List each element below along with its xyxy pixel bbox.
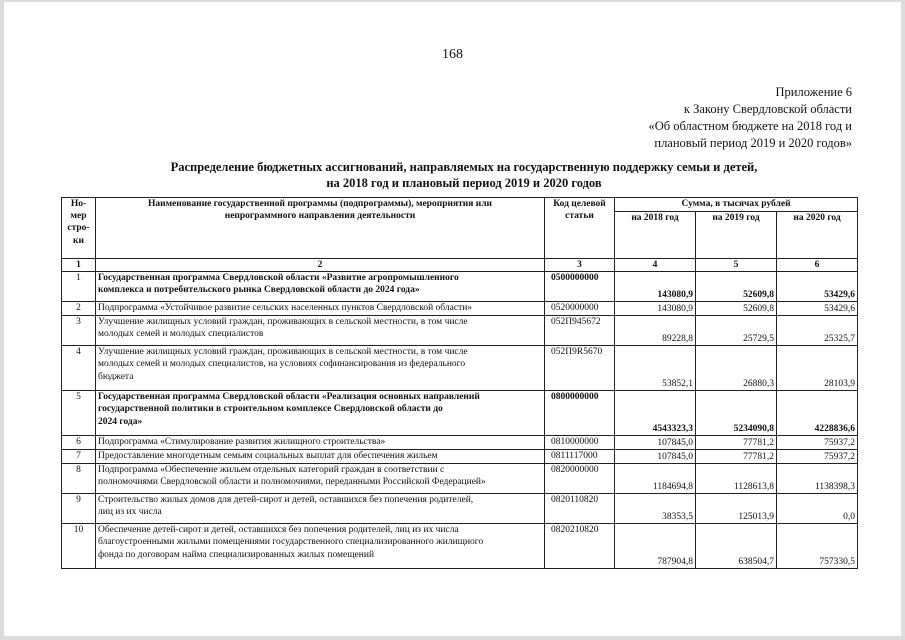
row-value-2019-cell: 77781,2 [696, 450, 777, 464]
row-number-cell: 10 [62, 524, 96, 569]
table-row [62, 302, 858, 316]
title-line-1: Распределение бюджетных ассигнований, направляемых на государственную поддержку семьи и детей, [170, 160, 758, 174]
row-value-2020-cell: 53429,6 [777, 302, 858, 316]
appendix-line-1: Приложение 6 [775, 85, 852, 99]
row-value-2019-cell: 52609,8 [696, 272, 777, 302]
row-value-2018-cell: 89228,8 [615, 316, 696, 346]
row-code-cell: 0820110820 [545, 494, 615, 524]
row-value-2019-cell: 77781,2 [696, 436, 777, 450]
header-code: Код целевой статьи [545, 198, 615, 259]
row-value-2018-cell: 107845,0 [615, 436, 696, 450]
row-value-2019-cell: 25729,5 [696, 316, 777, 346]
row-value-2019-cell: 5234090,8 [696, 391, 777, 436]
row-value-2020-cell: 53429,6 [777, 272, 858, 302]
header-name: Наименование государственной программы (подпрограммы), мероприятия или непрограммного направления деятельности [96, 198, 545, 259]
table-row [62, 391, 858, 436]
row-number-cell: 3 [62, 316, 96, 346]
header-row-1 [62, 198, 858, 212]
row-value-2018-cell: 1184694,8 [615, 464, 696, 494]
row-value-2020-cell: 75937,2 [777, 436, 858, 450]
appendix-header [648, 84, 852, 152]
row-number-cell: 1 [62, 272, 96, 302]
row-name-cell: Обеспечение детей-сирот и детей, оставшихся без попечения родителей, лиц из их числа благоустроенными жилыми помещениями государственного специализированного жилищного фонда по договорам найма специализированных жилых помещений [96, 524, 545, 569]
row-name-cell: Улучшение жилищных условий граждан, проживающих в сельской местности, в том числе молодых семей и молодых специалистов, на условиях софинансирования из федерального бюджета [96, 346, 545, 391]
appendix-line-2: к Закону Свердловской области [683, 102, 852, 116]
row-value-2019-cell: 638504,7 [696, 524, 777, 569]
row-number-cell: 8 [62, 464, 96, 494]
row-name-cell: Подпрограмма «Обеспечение жильем отдельных категорий граждан в соответствии с полномочиями Свердловской области и полномочиями, переданными Российской Федерацией» [96, 464, 545, 494]
table-row [62, 316, 858, 346]
budget-table [61, 197, 858, 569]
column-number: 3 [545, 259, 615, 272]
row-code-cell: 0820000000 [545, 464, 615, 494]
row-name-cell: Строительство жилых домов для детей-сирот и детей, оставшихся без попечения родителей, лиц из их числа [96, 494, 545, 524]
table-row [62, 272, 858, 302]
row-number-cell: 7 [62, 450, 96, 464]
column-number: 4 [615, 259, 696, 272]
table-row [62, 524, 858, 569]
row-value-2020-cell: 4228836,6 [777, 391, 858, 436]
row-name-cell: Подпрограмма «Устойчивое развитие сельских населенных пунктов Свердловской области» [96, 302, 545, 316]
column-number: 6 [777, 259, 858, 272]
row-value-2020-cell: 28103,9 [777, 346, 858, 391]
row-name-cell: Государственная программа Свердловской области «Реализация основных направлений государственной политики в строительном комплексе Свердловской области до 2024 года» [96, 391, 545, 436]
header-sum: Сумма, в тысячах рублей [615, 198, 858, 212]
row-value-2018-cell: 787904,8 [615, 524, 696, 569]
row-number-cell: 4 [62, 346, 96, 391]
header-year-2018: на 2018 год [615, 212, 696, 259]
row-value-2018-cell: 143080,9 [615, 272, 696, 302]
row-value-2019-cell: 26880,3 [696, 346, 777, 391]
title-line-2: на 2018 год и плановый период 2019 и 2020 годов [326, 176, 602, 190]
document-page [4, 2, 901, 636]
header-year-2019: на 2019 год [696, 212, 777, 259]
row-value-2018-cell: 107845,0 [615, 450, 696, 464]
row-value-2020-cell: 0,0 [777, 494, 858, 524]
document-title [154, 159, 774, 191]
row-code-cell: 052П945672 [545, 316, 615, 346]
row-code-cell: 0811117000 [545, 450, 615, 464]
row-value-2019-cell: 52609,8 [696, 302, 777, 316]
row-name-cell: Улучшение жилищных условий граждан, проживающих в сельской местности, в том числе молодых семей и молодых специалистов [96, 316, 545, 346]
row-value-2020-cell: 1138398,3 [777, 464, 858, 494]
table-row [62, 346, 858, 391]
row-number-cell: 2 [62, 302, 96, 316]
column-number-row [62, 259, 858, 272]
row-value-2018-cell: 4543323,3 [615, 391, 696, 436]
row-value-2019-cell: 1128613,8 [696, 464, 777, 494]
row-name-cell: Предоставление многодетным семьям социальных выплат для обеспечения жильем [96, 450, 545, 464]
row-number-cell: 5 [62, 391, 96, 436]
row-name-cell: Государственная программа Свердловской области «Развитие агропромышленного комплекса и потребительского рынка Свердловской области до 2024 года» [96, 272, 545, 302]
row-code-cell: 0810000000 [545, 436, 615, 450]
row-code-cell: 0820210820 [545, 524, 615, 569]
row-value-2020-cell: 757330,5 [777, 524, 858, 569]
header-year-2020: на 2020 год [777, 212, 858, 259]
row-value-2018-cell: 143080,9 [615, 302, 696, 316]
row-number-cell: 6 [62, 436, 96, 450]
table-row [62, 464, 858, 494]
appendix-line-3: «Об областном бюджете на 2018 год и [648, 119, 852, 133]
table-row [62, 436, 858, 450]
table-row [62, 494, 858, 524]
row-value-2018-cell: 53852,1 [615, 346, 696, 391]
appendix-line-4: плановый период 2019 и 2020 годов» [654, 136, 852, 150]
row-value-2020-cell: 75937,2 [777, 450, 858, 464]
row-code-cell: 0500000000 [545, 272, 615, 302]
page-number: 168 [442, 47, 463, 62]
column-number: 1 [62, 259, 96, 272]
row-code-cell: 0520000000 [545, 302, 615, 316]
header-row-number: Но- мер стро- ки [62, 198, 96, 259]
row-name-cell: Подпрограмма «Стимулирование развития жилищного строительства» [96, 436, 545, 450]
column-number: 2 [96, 259, 545, 272]
row-value-2019-cell: 125013,9 [696, 494, 777, 524]
column-number: 5 [696, 259, 777, 272]
row-number-cell: 9 [62, 494, 96, 524]
row-value-2018-cell: 38353,5 [615, 494, 696, 524]
row-code-cell: 0800000000 [545, 391, 615, 436]
row-value-2020-cell: 25325,7 [777, 316, 858, 346]
table-row [62, 450, 858, 464]
row-code-cell: 052П9R5670 [545, 346, 615, 391]
